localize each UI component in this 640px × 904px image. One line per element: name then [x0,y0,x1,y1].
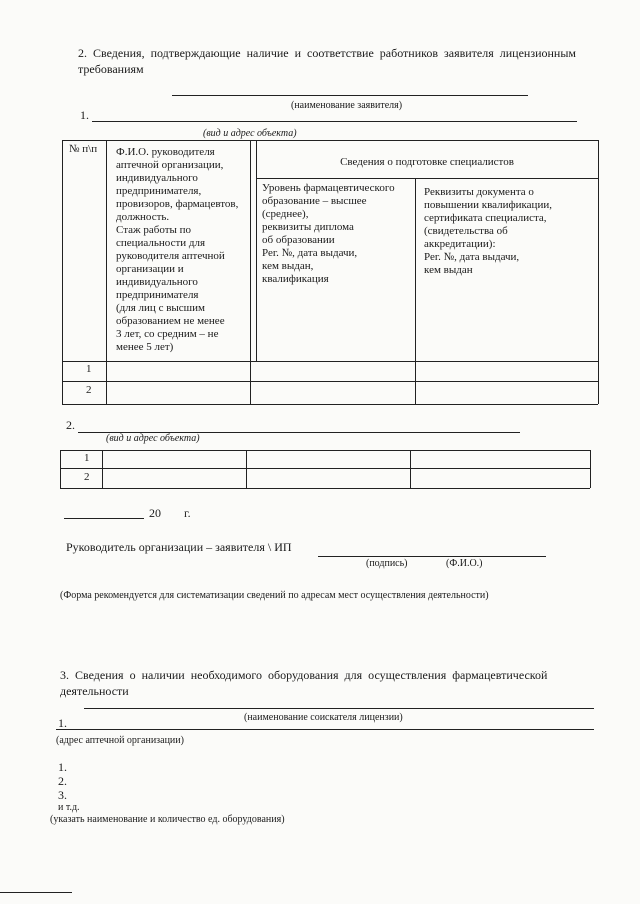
date-line[interactable] [64,518,144,519]
form-note: (Форма рекомендуется для систематизации сведений по адресам мест осуществления деятельности) [60,590,489,601]
list-item: 3. [58,788,67,802]
signer-label: Руководитель организации – заявителя \ ИП [66,540,292,554]
object1-line[interactable] [92,121,577,122]
table-row-number: 2 [84,471,90,483]
date-year: 20 [149,506,161,520]
section3-title-line2: деятельности [60,684,129,698]
col-header-fio: Ф.И.О. руководителя аптечной организации, индивидуального предпринимателя, провизоров, фармацевтов, должность. Стаж работы по специальности для руководителя аптечной организации и индивидуального предпринимателя (для лиц с высшим образованием не менее 3 лет, со средним – не менее 5 лет) [116,146,239,353]
equipment-caption: (указать наименование и количество ед. оборудования) [50,814,285,825]
col-header-education: Уровень фармацевтического образование – высшее (среднее), реквизиты диплома об образовании Рег. №, дата выдачи, кем выдан, квалификация [262,182,395,285]
object1-caption: (вид и адрес объекта) [203,128,297,139]
signature-line[interactable] [318,556,546,557]
table-row-number: 1 [84,452,90,464]
section3-title-line1: 3. Сведения о наличии необходимого оборудования для осуществления фармацевтической [60,668,548,682]
table-row-number: 2 [86,384,92,396]
object1-number: 1. [80,108,89,122]
list-item: 1. [58,760,67,774]
pharmacy-address-line[interactable] [56,729,594,730]
col-header-qualification: Реквизиты документа о повышении квалификации, сертификата специалиста, (свидетельства об аккредитации): Рег. №, дата выдачи, кем выдан [424,186,552,276]
applicant-caption: (наименование заявителя) [291,100,403,111]
col-header-training-group: Сведения о подготовке специалистов [340,156,514,168]
section2-title-line2: требованиям [78,62,144,76]
signature-caption: (подпись) [366,558,408,569]
applicant-line-section3[interactable] [84,708,594,709]
table-row-number: 1 [86,363,92,375]
pharmacy-number: 1. [58,716,67,730]
list-item: 2. [58,774,67,788]
fio-caption: (Ф.И.О.) [446,558,483,569]
object2-caption: (вид и адрес объекта) [106,433,200,444]
pharmacy-caption: (адрес аптечной организации) [56,735,184,746]
applicant-line[interactable] [172,95,528,96]
col-header-number: № п\п [69,143,98,155]
applicant-caption-section3: (наименование соискателя лицензии) [244,712,403,723]
section2-title-line1: 2. Сведения, подтверждающие наличие и соответствие работников заявителя лицензионным [78,46,577,60]
object2-number: 2. [66,418,75,432]
date-suffix: г. [184,506,191,520]
footnote-separator [0,892,72,893]
list-item: и т.д. [58,802,80,813]
